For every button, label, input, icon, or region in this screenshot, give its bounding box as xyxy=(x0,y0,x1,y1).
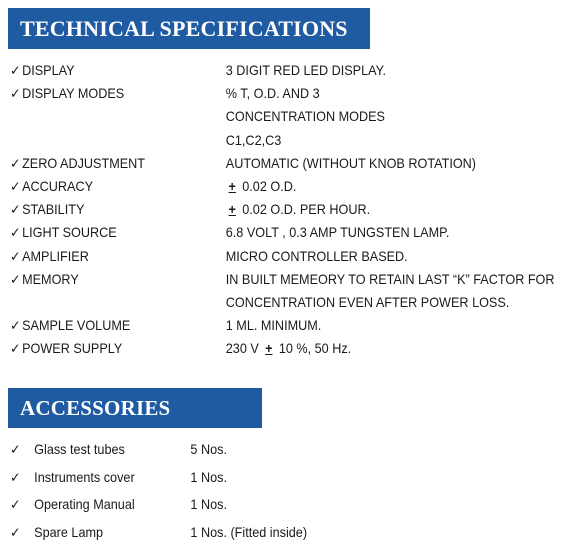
technical-specifications-heading: TECHNICAL SPECIFICATIONS xyxy=(8,8,370,49)
plus-minus-sign: + xyxy=(228,202,236,218)
spec-value-memory-line-1: IN BUILT MEMEORY TO RETAIN LAST “K” FACTOR FOR xyxy=(225,271,555,287)
spec-value-power-supply-tolerance: 10 %, 50 Hz. xyxy=(278,341,352,357)
spec-row-sample-volume xyxy=(10,314,568,337)
accessory-name: Operating Manual xyxy=(34,497,135,513)
spec-value-memory-line-2: CONCENTRATION EVEN AFTER POWER LOSS. xyxy=(225,295,510,311)
spec-label-amplifier: AMPLIFIER xyxy=(22,248,89,264)
spec-label-accuracy: ACCURACY xyxy=(22,179,94,195)
spec-value-amplifier: MICRO CONTROLLER BASED. xyxy=(225,248,408,264)
spec-label-memory: MEMORY xyxy=(22,271,79,287)
check-icon: ✓ xyxy=(10,524,21,540)
spec-label-sample-volume: SAMPLE VOLUME xyxy=(22,318,131,334)
spec-row-light-source xyxy=(10,221,568,244)
check-icon: ✓ xyxy=(10,155,21,171)
spec-value-zero-adjustment: AUTOMATIC (WITHOUT KNOB ROTATION) xyxy=(225,155,477,171)
accessories-list xyxy=(10,436,430,546)
spec-label-stability: STABILITY xyxy=(22,202,85,218)
check-icon: ✓ xyxy=(10,271,21,287)
spec-label-power-supply: POWER SUPPLY xyxy=(22,341,123,357)
spec-label-display-modes: DISPLAY MODES xyxy=(22,86,125,102)
spec-value-display-modes-line-2: CONCENTRATION MODES xyxy=(225,109,385,125)
accessory-quantity: 1 Nos. xyxy=(190,469,227,485)
list-item xyxy=(10,519,401,546)
spec-row-display-modes xyxy=(10,82,568,152)
spec-row-power-supply xyxy=(10,337,568,360)
accessory-quantity: 5 Nos. xyxy=(190,442,227,457)
check-icon: ✓ xyxy=(10,318,21,334)
accessories-heading: ACCESSORIES xyxy=(8,388,262,428)
check-icon: ✓ xyxy=(10,179,21,195)
spec-label-display: DISPLAY xyxy=(22,63,75,78)
spec-value-light-source: 6.8 VOLT , 0.3 AMP TUNGSTEN LAMP. xyxy=(225,225,450,241)
spec-row-amplifier xyxy=(10,245,568,268)
spec-value-accuracy: 0.02 O.D. xyxy=(242,179,297,195)
accessory-name: Glass test tubes xyxy=(34,442,125,457)
spec-value-display: 3 DIGIT RED LED DISPLAY. xyxy=(225,63,386,78)
check-icon: ✓ xyxy=(10,63,21,78)
spec-value-sample-volume: 1 ML. MINIMUM. xyxy=(225,318,322,334)
check-icon: ✓ xyxy=(10,202,21,218)
plus-minus-sign: + xyxy=(265,341,273,357)
accessory-quantity: 1 Nos. xyxy=(190,497,227,513)
list-item xyxy=(10,436,401,464)
accessory-quantity: 1 Nos. (Fitted inside) xyxy=(190,524,308,540)
spec-value-display-modes-line-3: C1,C2,C3 xyxy=(225,132,282,148)
accessory-name: Instruments cover xyxy=(34,469,135,485)
spec-value-display-modes-line-1: % T, O.D. AND 3 xyxy=(225,86,320,102)
spec-label-light-source: LIGHT SOURCE xyxy=(22,225,117,241)
list-item xyxy=(10,491,401,519)
check-icon: ✓ xyxy=(10,86,21,102)
plus-minus-sign: + xyxy=(228,179,236,195)
spec-value-power-supply-voltage: 230 V xyxy=(225,341,259,357)
spec-row-stability xyxy=(10,198,568,221)
spec-row-accuracy xyxy=(10,175,568,198)
spec-row-memory xyxy=(10,268,568,314)
accessory-name: Spare Lamp xyxy=(34,524,104,540)
list-item xyxy=(10,464,401,492)
check-icon: ✓ xyxy=(10,341,21,357)
spec-row-zero-adjustment xyxy=(10,152,568,175)
check-icon: ✓ xyxy=(10,442,21,457)
spec-value-stability: 0.02 O.D. PER HOUR. xyxy=(242,202,371,218)
check-icon: ✓ xyxy=(10,497,21,513)
check-icon: ✓ xyxy=(10,225,21,241)
check-icon: ✓ xyxy=(10,469,21,485)
spec-list xyxy=(10,59,568,361)
spec-label-zero-adjustment: ZERO ADJUSTMENT xyxy=(22,155,146,171)
spec-row-display xyxy=(10,59,568,82)
check-icon: ✓ xyxy=(10,248,21,264)
